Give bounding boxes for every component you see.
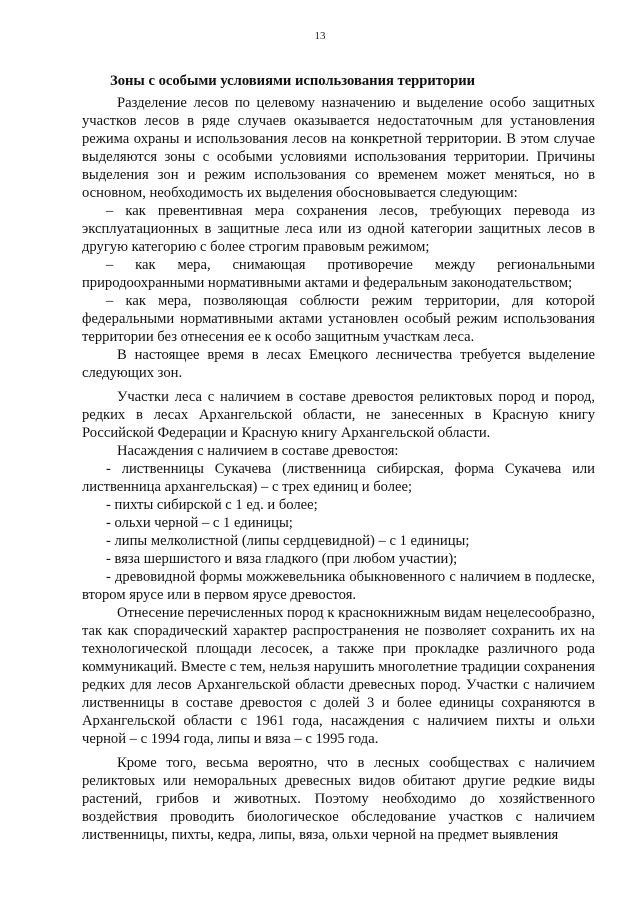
paragraph-relict-plots: Участки леса с наличием в составе древостоя реликтовых пород и пород, редких в лесах Архангельской области, не занесенных в Красную книгу Российской Федерации и Красную книгу Архангельской области. <box>82 389 595 441</box>
paragraph-red-book: Отнесение перечисленных пород к краснокнижным видам нецелесообразно, так как спорадический характер распространения не позволяет сохранить их на технологической площади лесосек, а также при прокладке различного рода коммуникаций. Вместе с тем, нельзя нарушить многолетние традиции сохранения редких для лесов Архангельской области древесных пород. Участки с наличием лиственницы в составе древостоя с долей 3 и более единицы сохраняются в Архангельской области с 1961 года, насаждения с наличием пихты и ольхи черной – с 1994 года, липы и вяза – с 1995 года. <box>82 605 595 747</box>
list-item-juniper: - древовидной формы можжевельника обыкновенного с наличием в подлеске, втором ярусе или в первом ярусе древостоя. <box>82 569 595 603</box>
paragraph-zones: В настоящее время в лесах Емецкого лесничества требуется выделение следующих зон. <box>82 347 595 381</box>
list-item-elm: - вяза шершистого и вяза гладкого (при любом участии); <box>106 551 458 567</box>
list-item-linden: - липы мелколистной (липы сердцевидной) – с 1 единицы; <box>106 533 470 549</box>
page-content <box>82 72 595 844</box>
list-item-larch: - лиственницы Сукачева (лиственница сибирская, форма Сукачева или лиственница архангельская) – с трех единиц и более; <box>82 461 595 495</box>
list-item-preventive: – как превентивная мера сохранения лесов, требующих перевода из эксплуатационных в защитные леса или из одной категории защитных лесов в другую категорию с более строгим правовым режимом; <box>82 203 595 255</box>
paragraph-survey: Кроме того, весьма вероятно, что в лесных сообществах с наличием реликтовых или неморальных древесных видов обитают другие редкие виды растений, грибов и животных. Поэтому необходимо до хозяйственного воздействия проводить биологическое обследование участков с наличием лиственницы, пихты, кедра, липы, вяза, ольхи черной на предмет выявления <box>82 755 595 843</box>
list-item-alder: - ольхи черной – с 1 единицы; <box>106 515 293 531</box>
page-number: 13 <box>314 30 326 42</box>
list-item-regime: – как мера, позволяющая соблюсти режим территории, для которой федеральными нормативными актами установлен особый режим использования территории без отнесения ее к особо защитным участкам леса. <box>82 293 595 345</box>
paragraph-stands: Насаждения с наличием в составе древостоя: <box>117 443 399 459</box>
paragraph-intro: Разделение лесов по целевому назначению и выделение особо защитных участков лесов в ряде случаев оказывается недостаточным для установления режима охраны и использования лесов на конкретной территории. В этом случае выделяются зоны с особыми условиями использования территории. Причины выделения зон и режим использования со временем может меняться, но в основном, необходимость их выделения обосновывается следующим: <box>82 95 595 201</box>
list-item-contradiction: – как мера, снимающая противоречие между региональными природоохранными нормативными актами и федеральным законодательством; <box>82 257 595 291</box>
list-item-fir: - пихты сибирской с 1 ед. и более; <box>106 497 318 513</box>
section-heading: Зоны с особыми условиями использования территории <box>110 73 476 89</box>
